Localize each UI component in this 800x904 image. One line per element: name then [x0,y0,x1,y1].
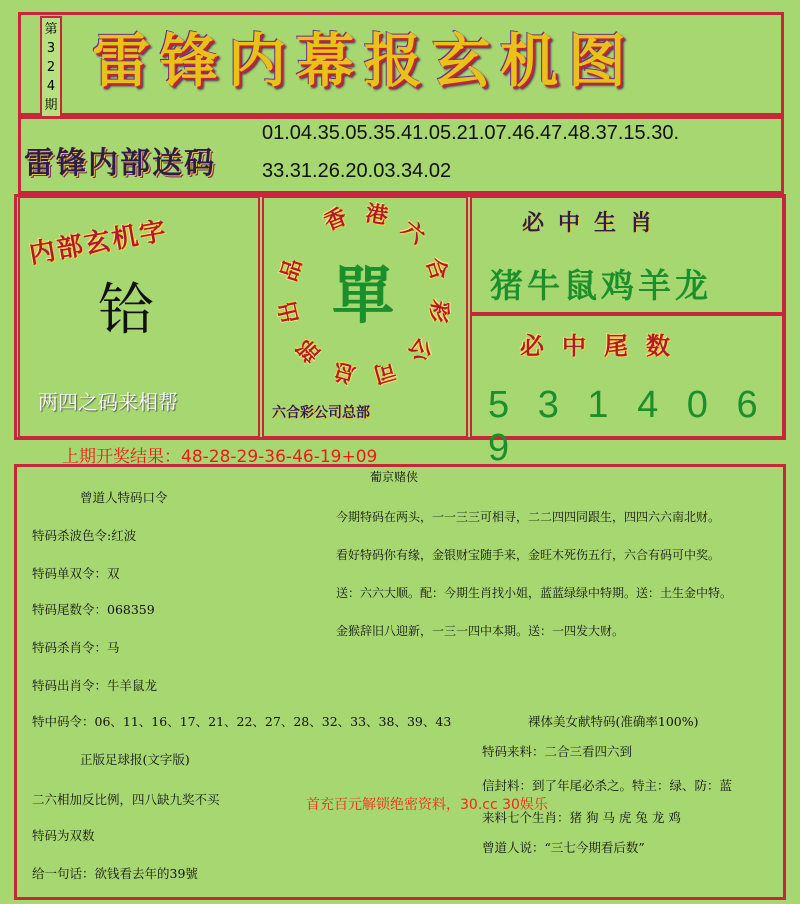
ring-char: 香 [320,203,351,236]
left-line: 特码为双数 [32,828,95,843]
right-line: 曾道人说：“三七今期看后数” [482,840,645,855]
left-line: 特码单双令：双 [32,566,120,581]
left-line: 特码出肖令：牛羊鼠龙 [32,678,158,693]
tail-label: 必中尾数 [520,331,688,360]
left-heading-2: 正版足球报(文字版) [80,752,190,767]
left-line: 给一句话：欲钱看去年的39號 [32,866,198,881]
zodiac-value: 猪牛鼠鸡羊龙 [490,266,712,305]
ring-char: 合 [420,254,453,284]
left-heading: 曾道人特码口令 [80,490,168,505]
mystic-hint: 两四之码来相帮 [38,390,178,414]
right-line: 看好特码你有缘，金银财宝随手来，金旺木死伤五行，六合有码可中奖。 [336,548,721,562]
ring-char: 出 [274,298,305,327]
right-line: 送：六六大顺。配：今期生肖找小姐，蓝蓝绿绿中特期。送：土生金中特。 [336,586,733,600]
ring-char: 彩 [423,298,454,326]
left-line: 二六相加反比例，四八缺九奖不买 [32,792,220,807]
ring-char: 总 [330,356,359,388]
send-code-label: 雷锋内部送码 [24,146,216,181]
ring-char: 港 [363,200,390,230]
tail-value: 5 3 1 4 0 6 9 [488,384,767,469]
send-code-line2: 33.31.26.20.03.34.02 [262,160,452,182]
right-line: 来料七个生肖：猪 狗 马 虎 兔 龙 鸡 [482,810,681,825]
right-heading: 葡京赌侠 [370,470,419,484]
send-code-line1: 01.04.35.05.35.41.05.21.07.46.47.48.37.15.30. [262,122,680,144]
issue-number: 第 3 2 4 期 [40,16,62,119]
mystic-char: 铪 [98,278,154,343]
ring-char: 品 [275,255,308,285]
right-line: 特码来料：二合三看四六到 [482,744,633,759]
left-line: 特码杀肖令：马 [32,640,120,655]
right-heading-2: 裸体美女献特码(准确率100%) [528,714,699,729]
promo-text[interactable]: 首充百元解锁绝密资料，30.cc 30娱乐 [306,797,548,813]
right-line: 今期特码在两头，一一三三可相寻，二二四四同跟生，四四六六南北财。 [336,510,721,524]
left-line: 特码尾数令：068359 [32,602,155,617]
mystic-label: 内部玄机字 [26,216,170,270]
left-line: 特码杀波色令:红波 [32,528,137,543]
ring-char: 公 [402,332,437,367]
center-big-char: 單 [332,259,395,332]
left-line: 特中码令：06、11、16、17、21、22、27、28、32、33、38、39、43 [32,714,452,729]
ring-char: 司 [370,356,400,388]
right-line: 信封料：到了年尾必杀之。特主：绿、防：蓝 [482,778,733,793]
ring-char: 部 [291,333,326,368]
page-title: 雷锋内幕报玄机图 [92,27,637,95]
center-footer: 六合彩公司总部 [272,405,370,421]
ring-char: 六 [396,216,431,251]
last-result: 上期开奖结果：48-28-29-36-46-19+09 [62,447,378,467]
zodiac-label: 必中生肖 [522,210,667,236]
right-line: 金猴辞旧八迎新，一三一四中本期。送：一四发大财。 [336,624,625,638]
